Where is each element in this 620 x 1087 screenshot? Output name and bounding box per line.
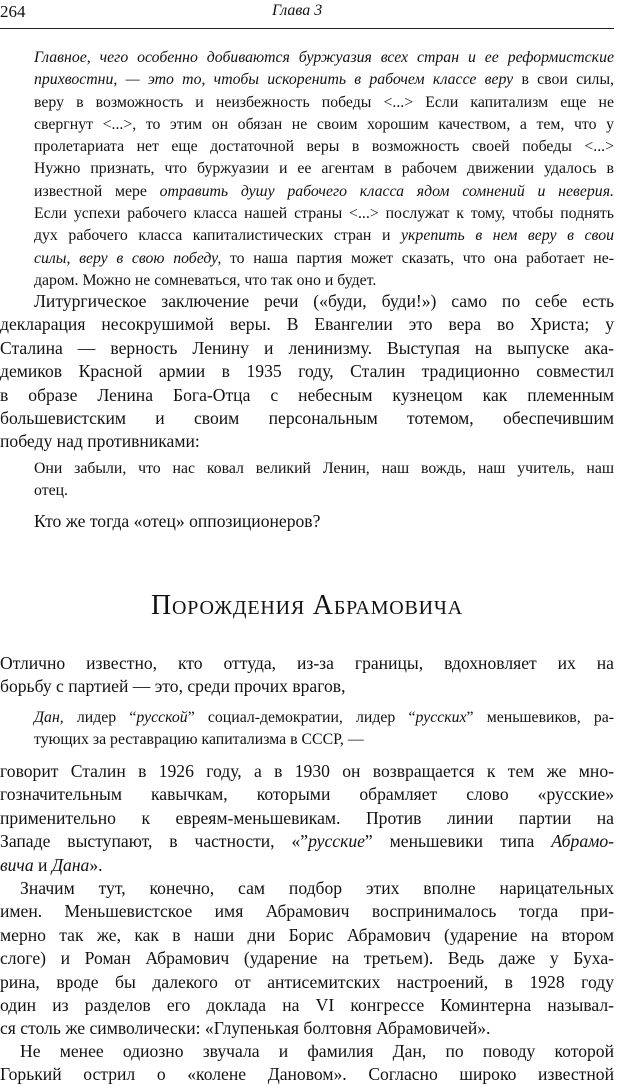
text-line: Значим тут, конечно, сам подбор этих вполне нарицательных: [20, 878, 614, 898]
text-line: победу над противниками:: [0, 431, 200, 452]
text-line: Отлично известно, кто оттуда, из-за границы, вдохновляет их на: [0, 653, 614, 673]
text-line: большевистским и своим персональным тотемом, обеспечившим: [0, 408, 614, 429]
text-line: имен. Меньшевистское имя Абрамович воспринималось тогда при-: [0, 901, 614, 922]
text-line: декларация несокрушимой веры. В Евангелии это вера во Христа; у: [0, 314, 614, 335]
text-line: говорит Сталин в 1926 году, а в 1930 он возвращается к тем же мно-: [0, 761, 614, 781]
quote-line: свергнут <...>, то этим он обязан не своим хорошим качеством, а тем, что у: [34, 115, 614, 133]
text-line: ся столь же символически: «Глупенькая болтовня Абрамовичей».: [0, 1018, 491, 1039]
quote-line: Если успехи рабочего класса нашей страны <...> послужат к тому, чтобы поднять: [34, 205, 614, 223]
quote-line: Главное, чего особенно добиваются буржуазия всех стран и ее реформистские: [34, 49, 614, 66]
stalin-quote-lenin: [34, 458, 614, 503]
quote-line: прихвостни, — это то, чтобы искоренить в рабочем классе веру в свои силы,: [34, 71, 615, 89]
quote-line: Они забыли, что нас ковал великий Ленин, наш вождь, наш учитель, наш: [34, 460, 614, 477]
section-heading: Порождения Абрамовича: [151, 590, 463, 621]
text-line: слоге) и Роман Абрамович (ударение на третьем). Ведь даже у Буха-: [0, 948, 614, 969]
page-number: 264: [0, 2, 26, 21]
quote-line: Нужно признать, что буржуазии и ее агентам в рабочем движении удалось в: [34, 160, 614, 178]
text-line: Горький острил о «колене Дановом». Согласно широко известной: [0, 1064, 614, 1085]
quote-line: даром. Можно не сомневаться, что так оно и будет.: [34, 271, 377, 289]
text-line: мерно так же, как в наши дни Борис Абрамович (ударение на втором: [0, 924, 614, 945]
text-line: борьбу с партией — это, среди прочих врагов,: [0, 676, 346, 697]
question-line: Кто же тогда «отец» оппозиционеров?: [34, 511, 321, 531]
running-head: Глава 3: [272, 2, 323, 19]
quote-line: дух рабочего класса капиталистических стран и укрепить в нем веру в свои: [34, 227, 614, 245]
paragraph-1926: [0, 760, 614, 877]
quote-line: отец.: [34, 482, 69, 500]
text-line: демиков Красной армии в 1935 году, Сталин традиционно совместил: [0, 361, 614, 382]
text-line: Литургическое заключение речи («буди, буди!») само по себе есть: [34, 291, 614, 311]
text-line: один из разделов его доклада на VI конгрессе Коминтерна называл-: [0, 995, 614, 1016]
stalin-quote-dan: [34, 707, 614, 752]
text-line: применительно к евреям-меньшевикам. Против линии партии на: [0, 807, 614, 828]
text-line: в образе Ленина Бога-Отца с небесным кузнецом как племенным: [0, 384, 614, 405]
quote-line: тующих за реставрацию капитализма в СССР, —: [34, 731, 364, 749]
text-line: Сталина — верность Ленину и ленинизму. Выступая на выпуске ака-: [0, 337, 614, 358]
text-line: гозначительным кавычкам, которыми обрамляет слово «русские»: [0, 784, 614, 805]
text-line: Западе выступают, в частности, «”русские” меньшевики типа Абрамо-: [0, 831, 614, 852]
quote-line: известной мере отравить душу рабочего класса ядом сомнений и неверия.: [34, 182, 614, 200]
paragraph-liturgical: [0, 290, 614, 454]
quote-line: Дан, лидер “русской” социал-демократии, лидер “русских” меньшевиков, ра-: [34, 709, 614, 726]
paragraph-abroad: [0, 652, 614, 699]
page-header: [0, 0, 614, 29]
text-line: Не менее одиозно звучала и фамилия Дан, по поводу которой: [20, 1041, 614, 1061]
stalin-quote-faith: [34, 47, 614, 292]
paragraph-dan: [0, 1040, 614, 1087]
text-line: вича и Дана».: [0, 854, 103, 875]
text-line: рина, вроде бы далекого от антисемитских настроений, в 1928 году: [0, 971, 614, 992]
quote-line: пролетариата нет еще достаточной веры в возможность своей победы <...>: [34, 138, 614, 156]
quote-line: силы, веру в свою победу, то наша партия может сказать, что она работает не-: [34, 249, 614, 267]
quote-line: веру в возможность и неизбежность победы <...> Если капитализм еще не: [34, 93, 614, 111]
paragraph-names: [0, 877, 614, 1041]
